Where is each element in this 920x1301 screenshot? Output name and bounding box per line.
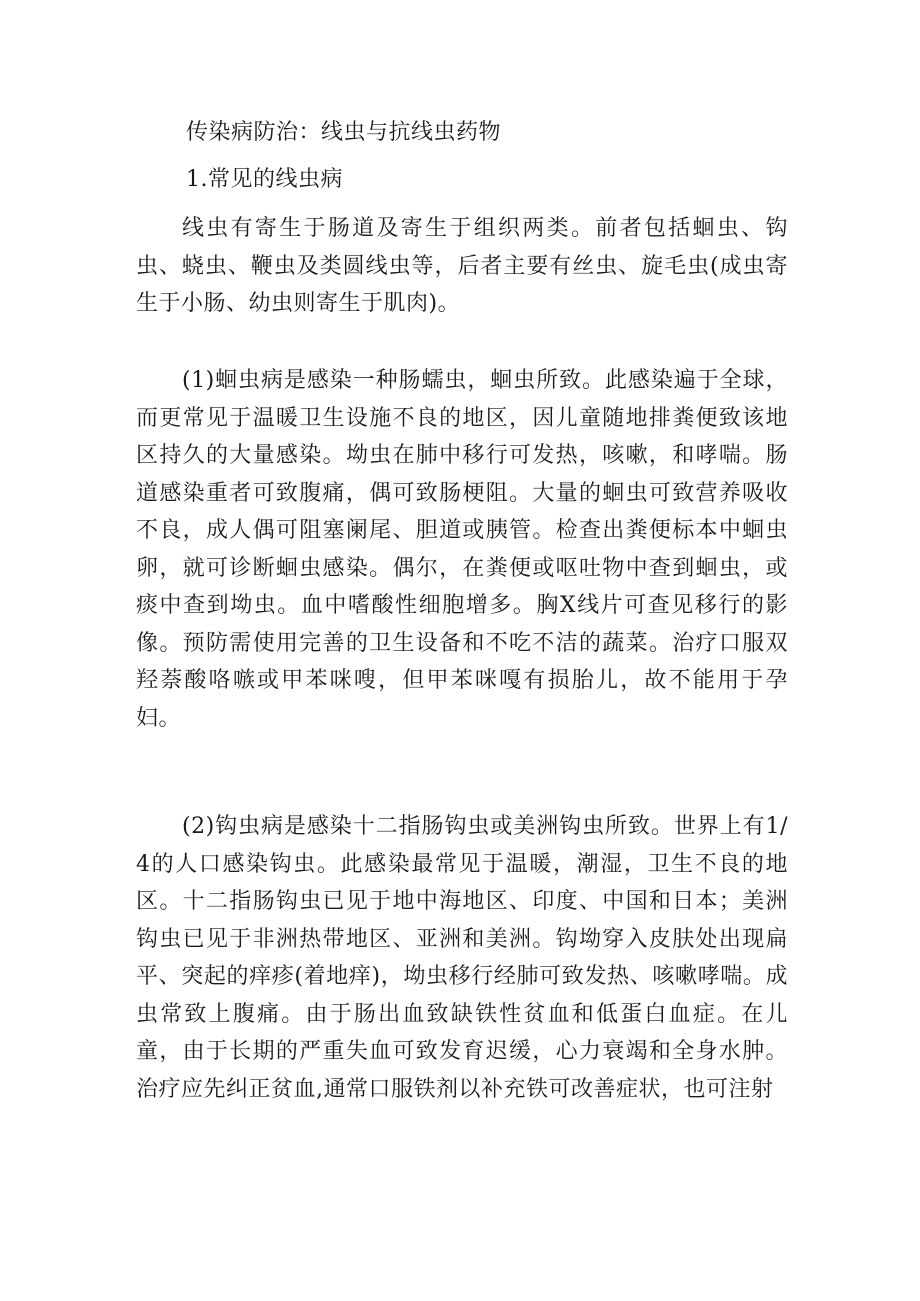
paragraph-ascariasis: (1)蛔虫病是感染一种肠蠕虫，蛔虫所致。此感染遍于全球，而更常见于温暖卫生设施不良的地区，因儿童随地排粪便致该地区持久的大量感染。坳虫在肺中移行可发热，咳嗽，和哮喘。肠道感染重者可致腹痛，偶可致肠梗阻。大量的蛔虫可致营养吸收不良，成人偶可阻塞阑尾、胆道或胰管。检查出粪便标本中蛔虫卵，就可诊断蛔虫感染。偶尔，在粪便或呕吐物中查到蛔虫，或痰中查到坳虫。血中嗜酸性细胞增多。胸X线片可查见移行的影像。预防需使用完善的卫生设备和不吃不洁的蔬菜。治疗口服双羟萘酸咯嗾或甲苯咪嗖，但甲苯咪嘎有损胎儿，故不能用于孕妇。 bbox=[136, 368, 788, 731]
paragraph-intro: 线虫有寄生于肠道及寄生于组织两类。前者包括蛔虫、钩虫、蛲虫、鞭虫及类圆线虫等，后者主要有丝虫、旋毛虫(成虫寄生于小肠、幼虫则寄生于肌肉)。 bbox=[136, 216, 788, 316]
paragraph-hookworm: (2)钩虫病是感染十二指肠钩虫或美洲钩虫所致。世界上有1/4的人口感染钩虫。此感染最常见于温暖，潮湿，卫生不良的地区。十二指肠钩虫已见于地中海地区、印度、中国和日本；美洲钩虫已见于非洲热带地区、亚洲和美洲。钩坳穿入皮肤处出现扁平、突起的痒疹(着地痒)，坳虫移行经肺可致发热、咳嗽哮喘。成虫常致上腹痛。由于肠出血致缺铁性贫血和低蛋白血症。在儿童，由于长期的严重失血可致发育迟缓，心力衰竭和全身水肿。治疗应先纠正贫血,通常口服铁剂以补充铁可改善症状，也可注射 bbox=[136, 814, 788, 1102]
document-title: 传染病防治：线虫与抗线虫药物 bbox=[186, 120, 502, 145]
section-heading: 1.常见的线虫病 bbox=[186, 167, 343, 192]
